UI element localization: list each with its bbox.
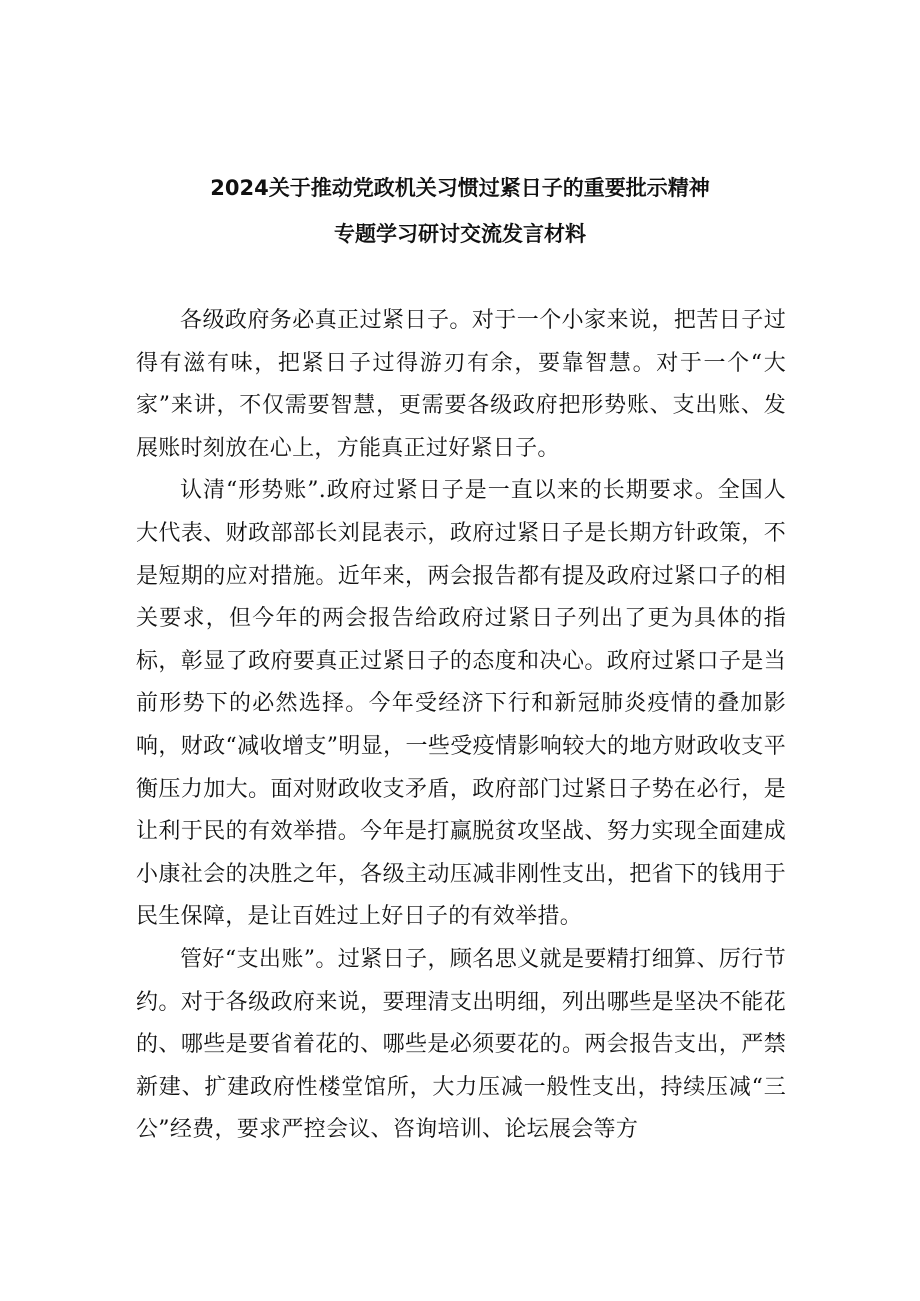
paragraph-2: 认清“形势账”.政府过紧日子是一直以来的长期要求。全国人大代表、财政部部长刘昆表示，政府过紧日子是长期方针政策，不是短期的应对措施。近年来，两会报告都有提及政府过紧口子的相关要求，但今年的两会报告给政府过紧日子列出了更为具体的指标，彰显了政府要真正过紧日子的态度和决心。政府过紧口子是当前形势下的必然选择。今年受经济下行和新冠肺炎疫情的叠加影响，财政“减收增支”明显，一些受疫情影响较大的地方财政收支平衡压力加大。面对财政收支矛盾，政府部门过紧日子势在必行，是让利于民的有效举措。今年是打赢脱贫攻坚战、努力实现全面建成小康社会的决胜之年，各级主动压减非刚性支出，把省下的钱用于民生保障，是让百姓过上好日子的有效举措。 [136, 478, 786, 930]
document-title-line-1: 2024关于推动党政机关习惯过紧日子的重要批示精神 [210, 176, 710, 200]
paragraph-1: 各级政府务必真正过紧日子。对于一个小家来说，把苦日子过得有滋有味，把紧日子过得游刃有余，要靠智慧。对于一个“大家”来讲，不仅需要智慧，更需要各级政府把形势账、支出账、发展账时刻放在心上，方能真正过好紧日子。 [136, 308, 786, 461]
paragraph-3: 管好“支出账”。过紧日子，顾名思义就是要精打细算、厉行节约。对于各级政府来说，要理清支出明细，列出哪些是坚决不能花的、哪些是要省着花的、哪些是必须要花的。两会报告支出，严禁新建、扩建政府性楼堂馆所，大力压减一般性支出，持续压减“三公”经费，要求严控会议、咨询培训、论坛展会等方 [136, 946, 786, 1143]
document-title-line-2: 专题学习研讨交流发言材料 [334, 222, 586, 246]
document-body [136, 300, 786, 1152]
